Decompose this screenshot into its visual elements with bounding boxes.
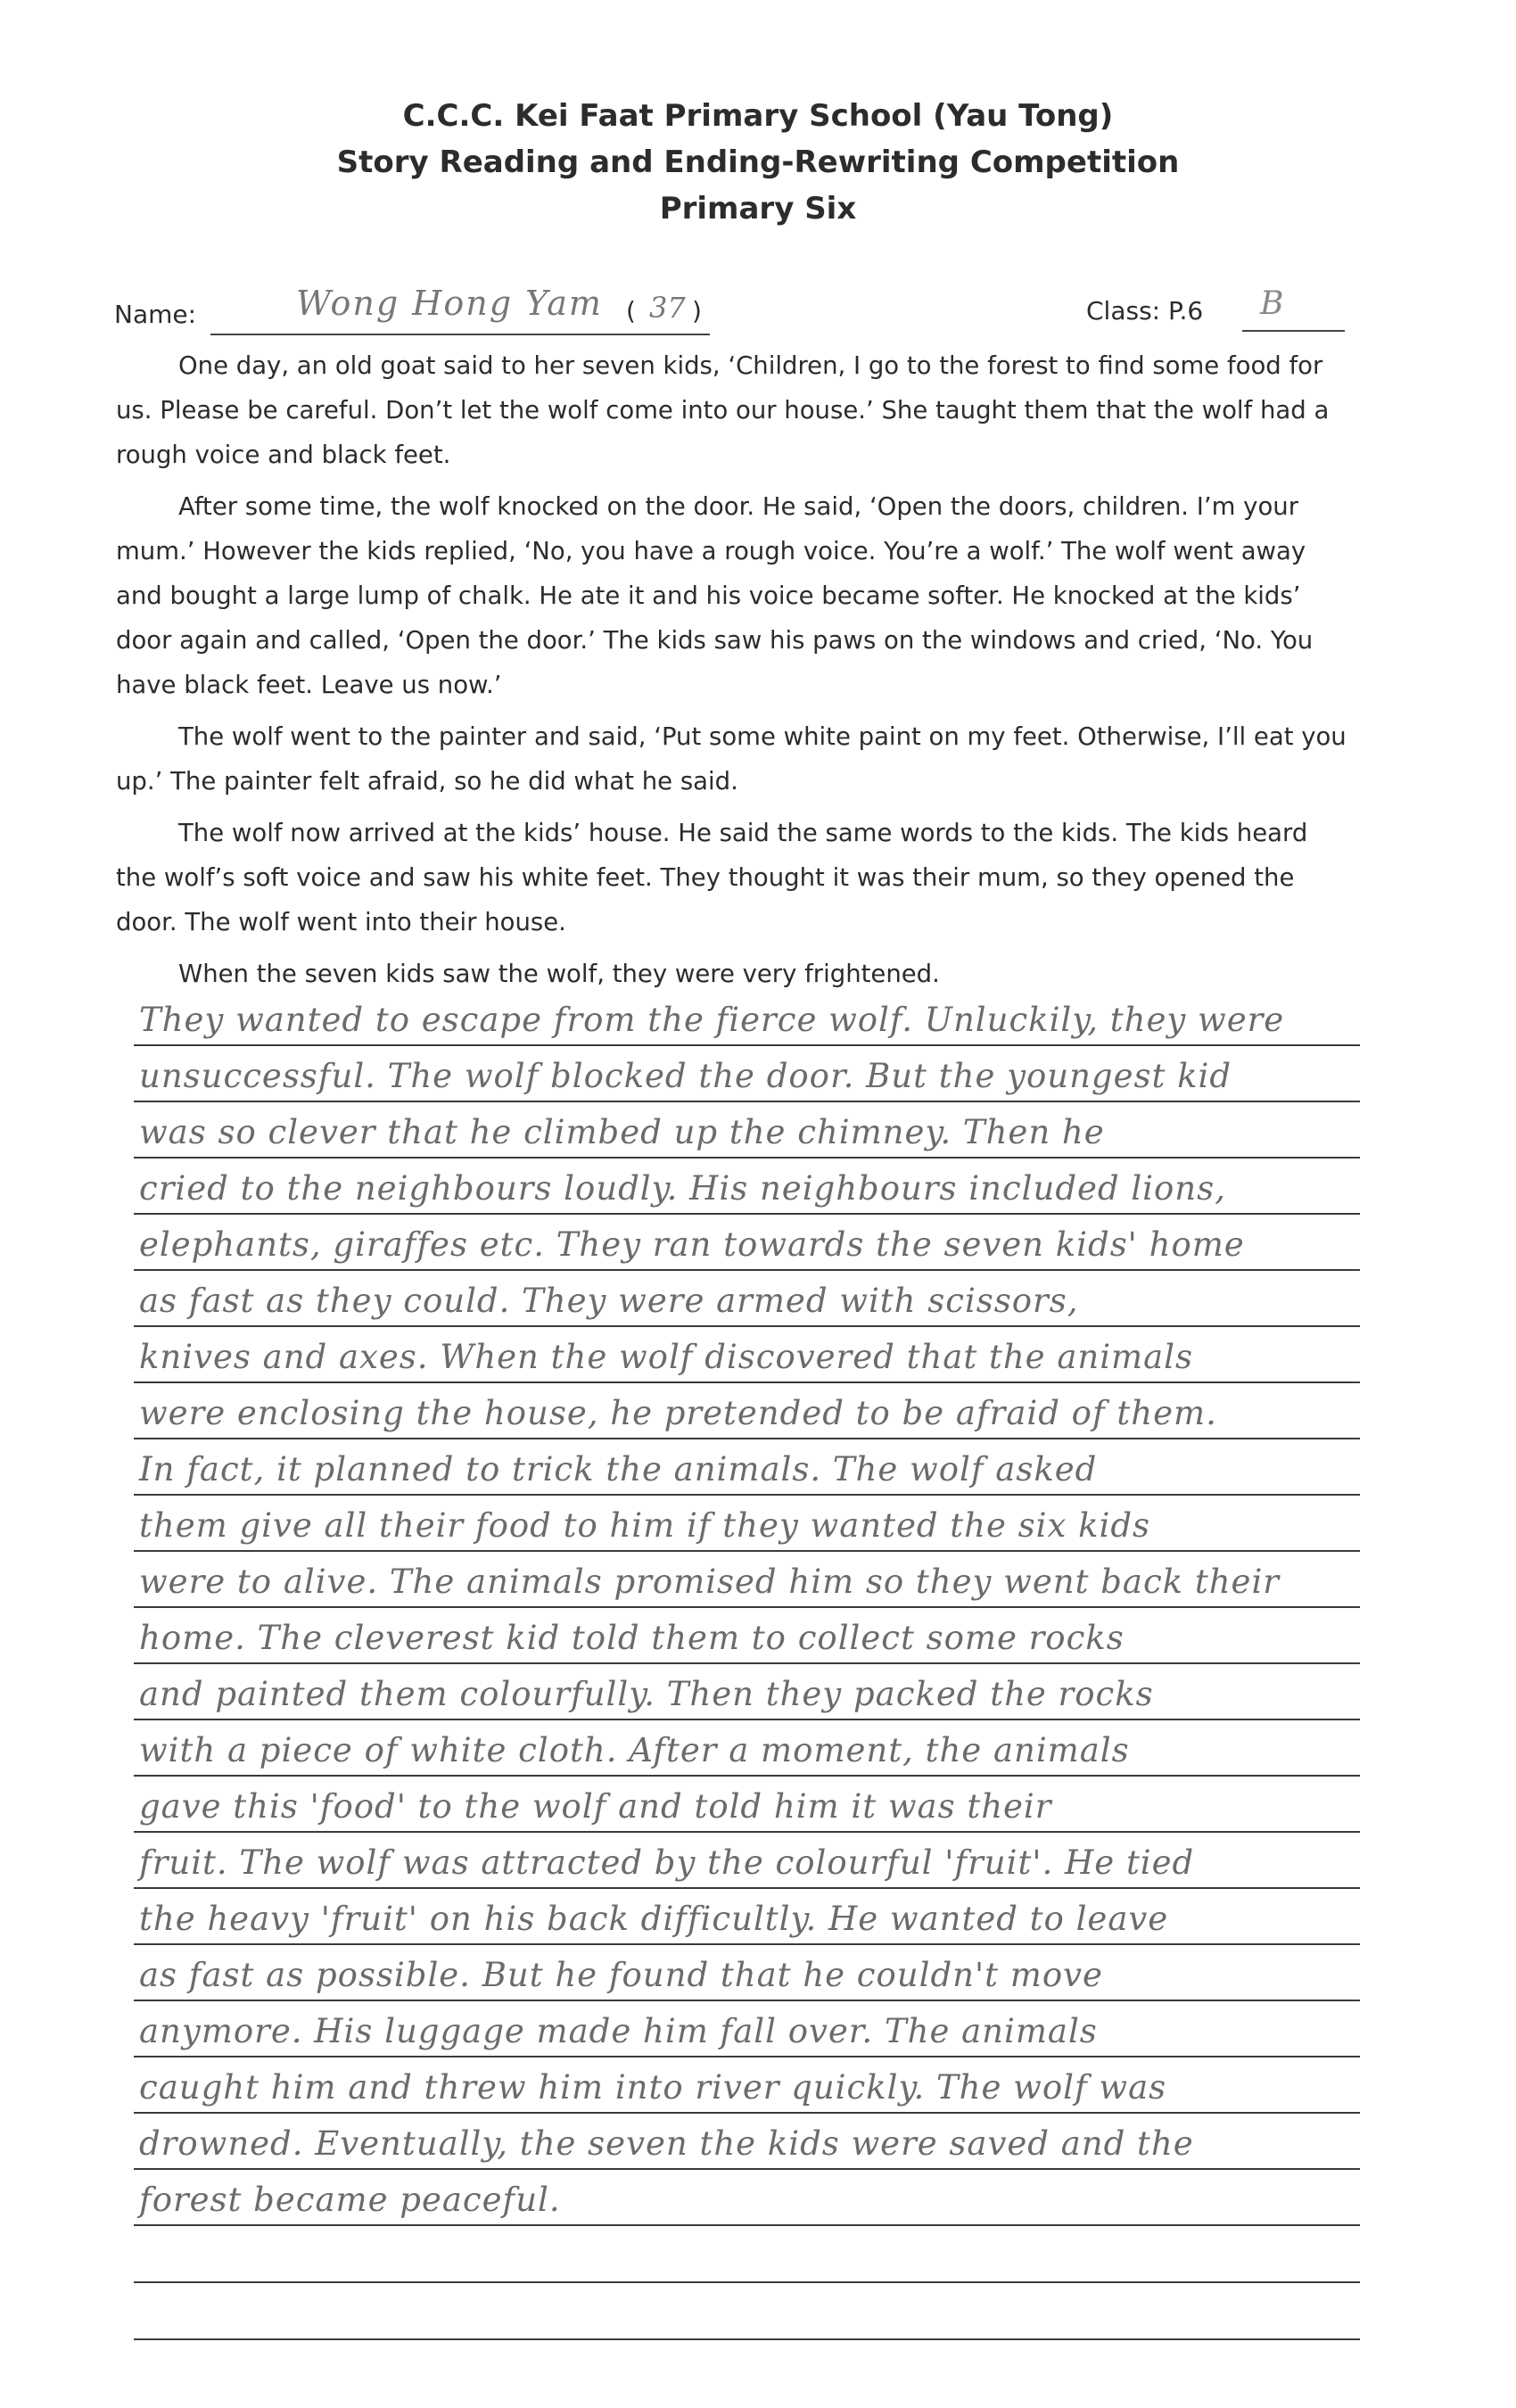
writing-line [134, 2114, 1360, 2170]
handwritten-text: anymore. His luggage made him fall over. The animals [139, 2012, 1098, 2050]
ending-writing-area [134, 990, 1360, 2340]
writing-line [134, 1720, 1360, 1777]
story-paragraph: The wolf went to the painter and said, ‘Put some white paint on my feet. Otherwise, I’ll eat you up.’ The painter felt afraid, so he did what he said. [116, 722, 1347, 796]
story-paragraph: When the seven kids saw the wolf, they were very frightened. [178, 960, 940, 988]
name-label: Name: [114, 300, 197, 329]
handwritten-text: as fast as they could. They were armed with scissors, [139, 1282, 1079, 1320]
writing-line [134, 1496, 1360, 1552]
name-value: Wong Hong Yam [296, 284, 603, 323]
writing-line [134, 1608, 1360, 1664]
handwritten-text: were to alive. The animals promised him so they went back their [139, 1563, 1280, 1601]
handwritten-text: forest became peaceful. [139, 2181, 561, 2219]
writing-line [134, 1102, 1360, 1159]
writing-line [134, 1777, 1360, 1833]
handwritten-text: drowned. Eventually, the seven the kids were saved and the [139, 2124, 1194, 2163]
school-name: C.C.C. Kei Faat Primary School (Yau Tong) [402, 98, 1114, 134]
class-field [1242, 284, 1345, 332]
writing-line [134, 990, 1360, 1046]
writing-line-blank [134, 2283, 1360, 2340]
handwritten-text: cried to the neighbours loudly. His neighbours included lions, [139, 1169, 1226, 1208]
writing-line [134, 1889, 1360, 1945]
writing-line [134, 1439, 1360, 1496]
class-value: B [1260, 285, 1284, 322]
handwritten-text: were enclosing the house, he pretended to be afraid of them. [139, 1394, 1217, 1432]
handwritten-text: elephants, giraffes etc. They ran towards the seven kids' home [139, 1225, 1245, 1264]
writing-line [134, 1552, 1360, 1608]
writing-line-blank [134, 2226, 1360, 2283]
writing-line [134, 1271, 1360, 1327]
handwritten-text: them give all their food to him if they wanted the six kids [139, 1506, 1151, 1545]
class-number-value: 37 [649, 291, 686, 325]
writing-line [134, 1327, 1360, 1383]
handwritten-text: was so clever that he climbed up the chimney. Then he [139, 1113, 1105, 1151]
story-paragraph: After some time, the wolf knocked on the door. He said, ‘Open the doors, children. I’m your mum.’ However the kids replied, ‘No, you have a rough voice. You’re a wolf.’ The wolf went away and bought a large lump of chalk. He ate it and his voice became softer. He knocked at the kids’ door again and called, ‘Open the door.’ The kids saw his paws on the windows and cried, ‘No. You have black feet. Leave us now.’ [116, 492, 1314, 699]
story-paragraph: The wolf now arrived at the kids’ house. He said the same words to the kids. The kids heard the wolf’s soft voice and saw his white feet. They thought it was their mum, so they opened the door. The wolf went into their house. [116, 819, 1308, 936]
handwritten-text: fruit. The wolf was attracted by the colourful 'fruit'. He tied [139, 1843, 1195, 1882]
writing-line [134, 2170, 1360, 2226]
handwritten-text: knives and axes. When the wolf discovered that the animals [139, 1338, 1194, 1376]
class-label: Class: P.6 [1086, 296, 1204, 326]
handwritten-text: caught him and threw him into river quickly. The wolf was [139, 2068, 1167, 2107]
handwritten-text: with a piece of white cloth. After a moment, the animals [139, 1731, 1130, 1769]
handwritten-text: In fact, it planned to trick the animals. The wolf asked [139, 1450, 1098, 1489]
handwritten-text: gave this 'food' to the wolf and told him it was their [139, 1787, 1052, 1826]
writing-line [134, 1215, 1360, 1271]
handwritten-text: They wanted to escape from the fierce wolf. Unluckily, they were [139, 1001, 1285, 1039]
competition-title: Story Reading and Ending-Rewriting Competition [336, 144, 1180, 180]
writing-line [134, 1664, 1360, 1720]
class-number-close-paren: ) [692, 296, 702, 326]
handwritten-text: the heavy 'fruit' on his back difficultly. He wanted to leave [139, 1900, 1169, 1938]
story-text [116, 343, 1355, 1003]
grade-level: Primary Six [659, 191, 857, 227]
writing-line [134, 1833, 1360, 1889]
story-paragraph: One day, an old goat said to her seven kids, ‘Children, I go to the forest to find some food for us. Please be careful. Don’t let the wolf come into our house.’ She taught them that the wolf had a rough voice and black feet. [116, 351, 1330, 469]
handwritten-text: as fast as possible. But he found that he couldn't move [139, 1956, 1103, 1994]
writing-line [134, 1159, 1360, 1215]
writing-line [134, 1046, 1360, 1102]
handwritten-text: unsuccessful. The wolf blocked the door. But the youngest kid [139, 1057, 1232, 1095]
class-number-open-paren: ( [626, 296, 636, 326]
title-block [0, 93, 1516, 232]
writing-line [134, 2001, 1360, 2058]
handwritten-text: home. The cleverest kid told them to collect some rocks [139, 1619, 1125, 1657]
writing-line [134, 1945, 1360, 2001]
handwritten-text: and painted them colourfully. Then they packed the rocks [139, 1675, 1154, 1713]
writing-line [134, 1383, 1360, 1439]
writing-line [134, 2058, 1360, 2114]
student-info-row [114, 284, 1345, 337]
